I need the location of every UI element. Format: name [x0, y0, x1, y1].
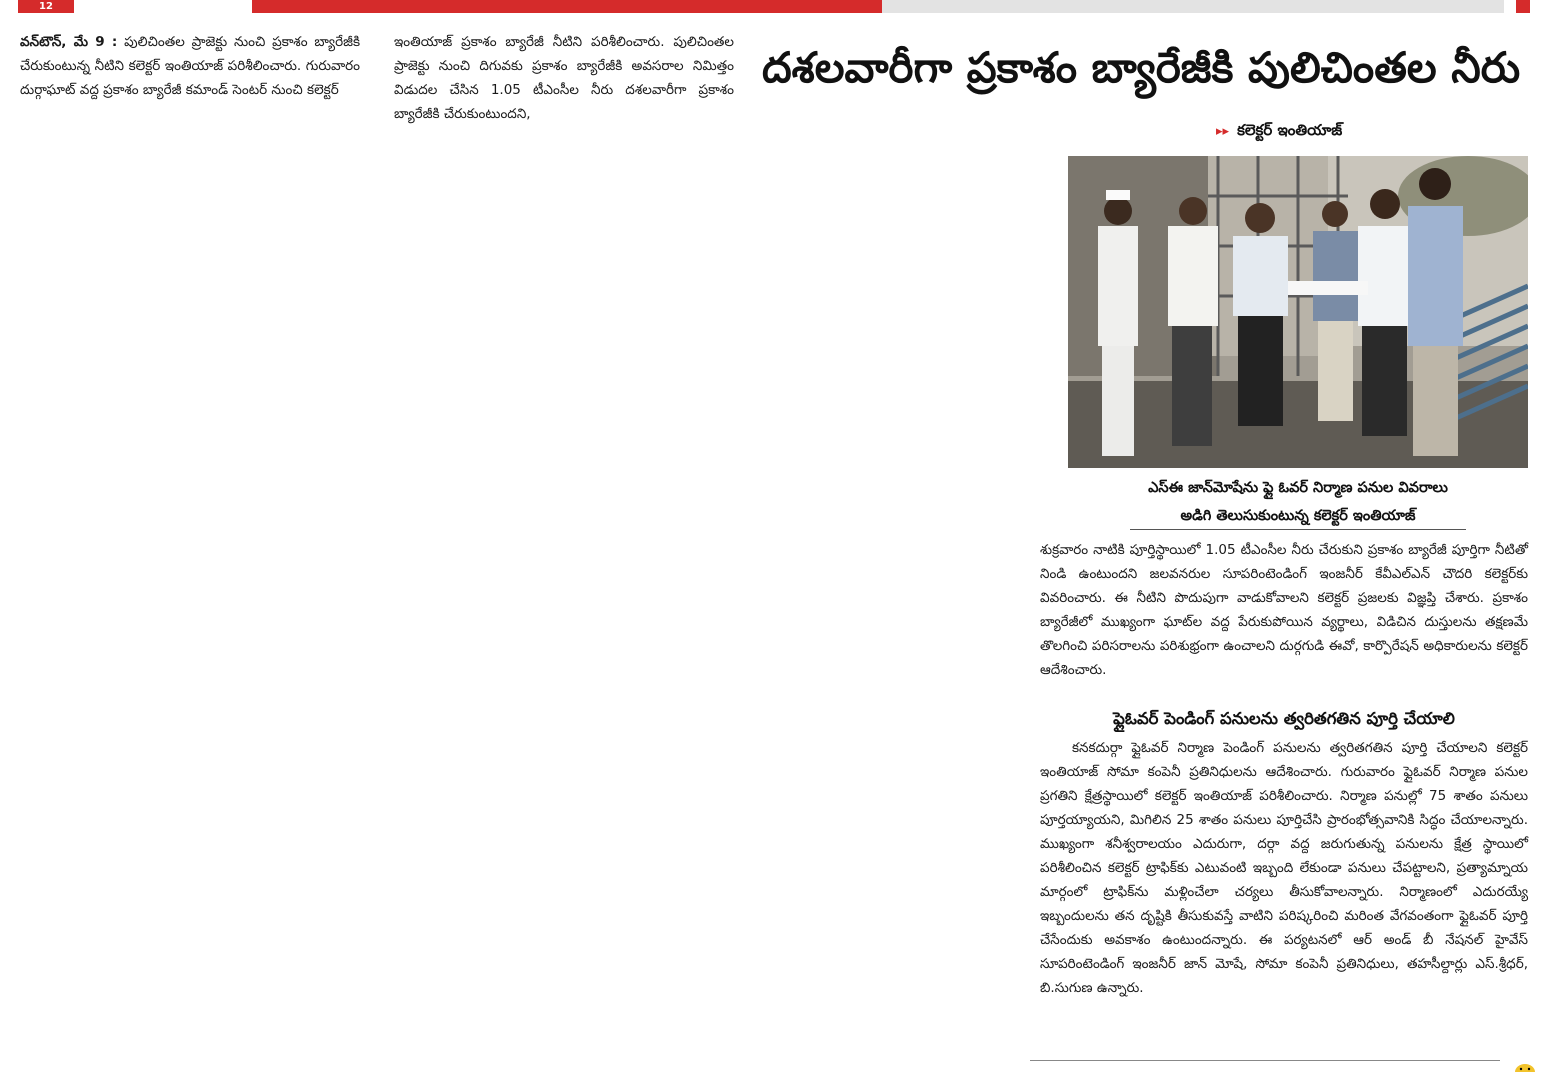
photo-caption-line1: ఎస్‌ఈ జాన్‌మోషేను ఫ్లై ఓవర్‌ నిర్మాణ పనుల వివరాలు [1148, 480, 1448, 496]
top-strip [0, 0, 1546, 13]
bottom-divider [1030, 1060, 1500, 1061]
news-photo [1068, 156, 1528, 468]
left-article-col1-text: పులిచింతల ప్రాజెక్టు నుంచి ప్రకాశం బ్యారేజీకి చేరుకుంటున్న నీటిని కలెక్టర్‌ ఇంతియాజ్‌ పరిశీలించారు. గురువారం దుర్గాఘాట్‌ వద్ద ప్రకాశం బ్యారేజీ కమాండ్‌ సెంటర్‌ నుంచి కలెక్టర్‌ [20, 34, 360, 98]
mascot-icon [1512, 1062, 1538, 1072]
left-article-col2 [394, 30, 734, 126]
byline [1216, 118, 1342, 144]
main-article-para2 [1040, 736, 1528, 1000]
photo-caption-line2: అడిగి తెలుసుకుంటున్న కలెక్టర్‌ ఇంతియాజ్‌ [1180, 508, 1416, 524]
header-red-cap [1516, 0, 1530, 13]
caption-divider [1130, 529, 1466, 530]
news-photo-illustration [1068, 156, 1528, 468]
headline: దశలవారీగా ప్రకాశం బ్యారేజీకి పులిచింతల నీరు [762, 43, 1521, 92]
dateline: వన్‌టౌన్‌, మే 9 : [20, 34, 118, 50]
header-red-band [252, 0, 882, 13]
main-article-para2-text: కనకదుర్గా ఫ్లైఓవర్‌ నిర్మాణ పెండింగ్‌ పనులను త్వరితగతిన పూర్తి చేయాలని కలెక్టర్‌ ఇంతియాజ్‌ సోమా కంపెనీ ప్రతినిధులను ఆదేశించారు. గురువారం ఫ్లైఓవర్‌ నిర్మాణ పనుల ప్రగతిని క్షేత్రస్థాయిలో కలెక్టర్‌ ఇంతియాజ్‌ పరిశీలించారు. నిర్మాణ పనుల్లో 75 శాతం పనులు పూర్తయ్యాయని, మిగిలిన 25 శాతం పనులు పూర్తిచేసి ప్రారంభోత్సవానికి సిద్ధం చేయాలన్నారు. ముఖ్యంగా శనీశ్వరాలయం ఎదురుగా, దర్గా వద్ద జరుగుతున్న పనులను క్షేత్ర స్థాయిలో పరిశీలించిన కలెక్టర్‌ ట్రాఫిక్‌కు ఎటువంటి ఇబ్బంది లేకుండా పనులు చేపట్టాలని, ప్రత్యామ్నాయ మార్గంలో ట్రాఫిక్‌ను మళ్లించేలా చర్యలు తీసుకోవాలన్నారు. నిర్మాణంలో ఎదురయ్యే ఇబ్బందులను తన దృష్టికి తీసుకువస్తే వాటిని పరిష్కరించి మరింత వేగవంతంగా ఫ్లైఓవర్‌ పూర్తి చేసేందుకు అవకాశం ఉంటుందన్నారు. ఈ పర్యటనలో ఆర్‌ అండ్‌ బీ నేషనల్‌ హైవేస్‌ సూపరింటెండింగ్‌ ఇంజనీర్‌ జాన్‌ మోషే, సోమా కంపెనీ ప్రతినిధులు, తహసీల్దార్లు ఎస్‌.శ్రీధర్‌, బి.సుగుణ ఉన్నారు. [1040, 740, 1528, 996]
page-number: 12 [18, 0, 74, 13]
left-article-col1 [20, 30, 360, 102]
left-article-col2-text: ఇంతియాజ్‌ ప్రకాశం బ్యారేజీ నీటిని పరిశీలించారు. పులిచింతల ప్రాజెక్టు నుంచి దిగువకు ప్రకాశం బ్యారేజీకి అవసరాల నిమిత్తం విడుదల చేసిన 1.05 టీఎంసీల నీరు దశలవారీగా ప్రకాశం బ్యారేజీకి చేరుకుంటుందని, [394, 34, 734, 122]
main-article-para1-text: శుక్రవారం నాటికి పూర్తిస్థాయిలో 1.05 టీఎంసీల నీరు చేరుకుని ప్రకాశం బ్యారేజీ పూర్తిగా నీటితో నిండి ఉంటుందని జలవనరుల సూపరింటెండింగ్‌ ఇంజనీర్‌ కేవీఎల్‌ఎన్‌ చౌదరి కలెక్టర్‌కు వివరించారు. ఈ నీటిని పొదుపుగా వాడుకోవాలని కలెక్టర్‌ ప్రజలకు విజ్ఞప్తి చేశారు. ప్రకాశం బ్యారేజీలో ముఖ్యంగా ఘాట్‌ల వద్ద పేరుకుపోయిన వ్యర్థాలు, విడిచిన దుస్తులను తక్షణమే తొలగించి పరిసరాలను పరిశుభ్రంగా ఉంచాలని దుర్గగుడి ఈవో, కార్పొరేషన్‌ అధికారులను కలెక్టర్‌ ఆదేశించారు. [1040, 542, 1528, 678]
photo-caption [1068, 474, 1528, 530]
main-article-para1 [1040, 538, 1528, 682]
double-arrow-icon: ▸▸ [1216, 124, 1230, 139]
header-grey-band [882, 0, 1504, 13]
subheading: ఫ్లైఓవర్‌ పెండింగ్‌ పనులను త్వరితగతిన పూర్తి చేయాలి [1113, 709, 1455, 728]
byline-text: కలెక్టర్‌ ఇంతియాజ్‌ [1237, 121, 1343, 139]
